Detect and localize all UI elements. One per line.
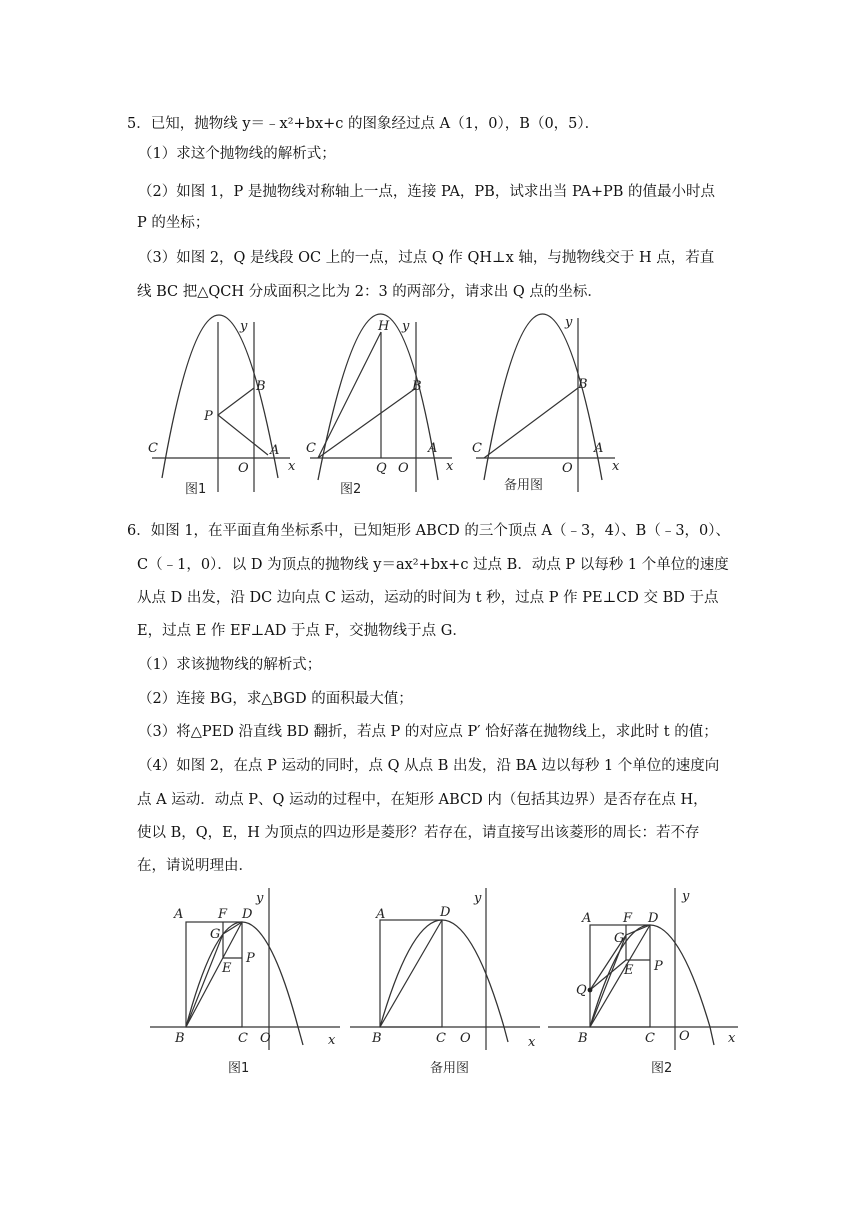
label-b: B	[578, 377, 588, 392]
label-o: O	[238, 461, 249, 476]
label-y: y	[565, 315, 573, 330]
label-o: O	[398, 461, 409, 476]
figure-6-1	[150, 888, 340, 1076]
label-p: P	[246, 951, 255, 966]
figure-6-backup	[350, 888, 540, 1076]
parabola	[380, 920, 508, 1042]
label-y: y	[682, 889, 690, 904]
problem-5-line: （3）如图 2，Q 是线段 OC 上的一点，过点 Q 作 QH⊥x 轴，与抛物线交于 H 点，若直	[138, 250, 715, 266]
figure-caption: 图1	[185, 482, 207, 497]
label-c: C	[472, 441, 482, 456]
label-a: A	[582, 911, 592, 926]
problem-6-line: 使以 B，Q，E，H 为顶点的四边形是菱形？若存在，请直接写出该菱形的周长：若不存	[137, 825, 700, 841]
figure-caption: 备用图	[504, 478, 544, 493]
label-o: O	[460, 1031, 471, 1046]
label-e: E	[222, 961, 232, 976]
label-b: B	[372, 1031, 382, 1046]
label-x: x	[612, 459, 620, 474]
label-a: A	[594, 441, 604, 456]
problem-6-line: 点 A 运动．动点 P、Q 运动的过程中，在矩形 ABCD 内（包括其边界）是否存在点 H，	[137, 792, 708, 808]
label-g: G	[210, 927, 221, 942]
problem-6-line: （1）求该抛物线的解析式；	[138, 657, 322, 673]
label-c: C	[436, 1031, 446, 1046]
label-o: O	[260, 1031, 271, 1046]
label-o: O	[562, 461, 573, 476]
problem-6-line: （3）将△PED 沿直线 BD 翻折，若点 P 的对应点 P′ 恰好落在抛物线上，求此时 t 的值；	[138, 724, 718, 740]
label-y: y	[474, 891, 482, 906]
label-f: F	[218, 907, 228, 922]
label-e: E	[624, 963, 634, 978]
problem-5-line: 5．已知，抛物线 y＝﹣x²+bx+c 的图象经过点 A（1，0），B（0，5）．	[127, 116, 600, 132]
label-p: P	[204, 409, 213, 424]
label-c: C	[645, 1031, 655, 1046]
problem-6-line: 6．如图 1，在平面直角坐标系中，已知矩形 ABCD 的三个顶点 A（﹣3，4）、B（﹣3，0）、	[127, 523, 731, 539]
label-q: Q	[576, 983, 587, 998]
problem-6-line: 在，请说明理由．	[137, 858, 253, 874]
label-y: y	[240, 319, 248, 334]
problem-6-line: E，过点 E 作 EF⊥AD 于点 F，交抛物线于点 G．	[137, 623, 467, 639]
problem-5-line: （2）如图 1，P 是抛物线对称轴上一点，连接 PA，PB，试求出当 PA+PB 的值最小时点	[138, 184, 716, 200]
figure-caption: 备用图	[430, 1061, 470, 1076]
label-x: x	[288, 459, 296, 474]
label-q: Q	[376, 461, 387, 476]
label-a: A	[376, 907, 386, 922]
label-o: O	[679, 1029, 690, 1044]
label-g: G	[614, 931, 625, 946]
label-x: x	[728, 1031, 736, 1046]
problem-5-line: （1）求这个抛物线的解析式；	[138, 146, 336, 162]
problem-6-line: （4）如图 2，在点 P 运动的同时，点 Q 从点 B 出发，沿 BA 边以每秒 1 个单位的速度向	[138, 758, 720, 774]
label-c: C	[148, 441, 158, 456]
figure-caption: 图1	[228, 1061, 250, 1076]
label-f: F	[623, 911, 633, 926]
bd-line	[380, 920, 442, 1027]
bg-line	[186, 934, 223, 1027]
figure-6-2	[548, 888, 738, 1076]
label-d: D	[242, 907, 253, 922]
label-y: y	[402, 319, 410, 334]
problem-5-line: P 的坐标；	[137, 215, 210, 231]
label-p: P	[654, 959, 663, 974]
problem-6-line: 从点 D 出发，沿 DC 边向点 C 运动，运动的时间为 t 秒，过点 P 作 PE⊥CD 交 BD 于点	[137, 590, 719, 606]
label-y: y	[256, 891, 264, 906]
label-b: B	[578, 1031, 588, 1046]
label-a: A	[428, 441, 438, 456]
label-h: H	[378, 319, 390, 334]
label-c: C	[306, 441, 316, 456]
label-a: A	[270, 443, 280, 458]
label-b: B	[412, 379, 422, 394]
label-d: D	[648, 911, 659, 926]
label-x: x	[528, 1035, 536, 1050]
label-a: A	[174, 907, 184, 922]
figure-caption: 图2	[651, 1061, 673, 1076]
label-x: x	[446, 459, 454, 474]
figure-caption: 图2	[340, 482, 362, 497]
problem-6-line: （2）连接 BG，求△BGD 的面积最大值；	[138, 691, 413, 707]
point-q	[588, 988, 593, 993]
label-x: x	[328, 1033, 336, 1048]
label-d: D	[440, 905, 451, 920]
problem-6-line: C（﹣1，0）．以 D 为顶点的抛物线 y＝ax²+bx+c 过点 B．动点 P 以每秒 1 个单位的速度	[137, 557, 729, 573]
label-b: B	[256, 379, 266, 394]
problem-5-line: 线 BC 把△QCH 分成面积之比为 2：3 的两部分，请求出 Q 点的坐标．	[137, 284, 602, 300]
label-b: B	[175, 1031, 185, 1046]
label-c: C	[238, 1031, 248, 1046]
